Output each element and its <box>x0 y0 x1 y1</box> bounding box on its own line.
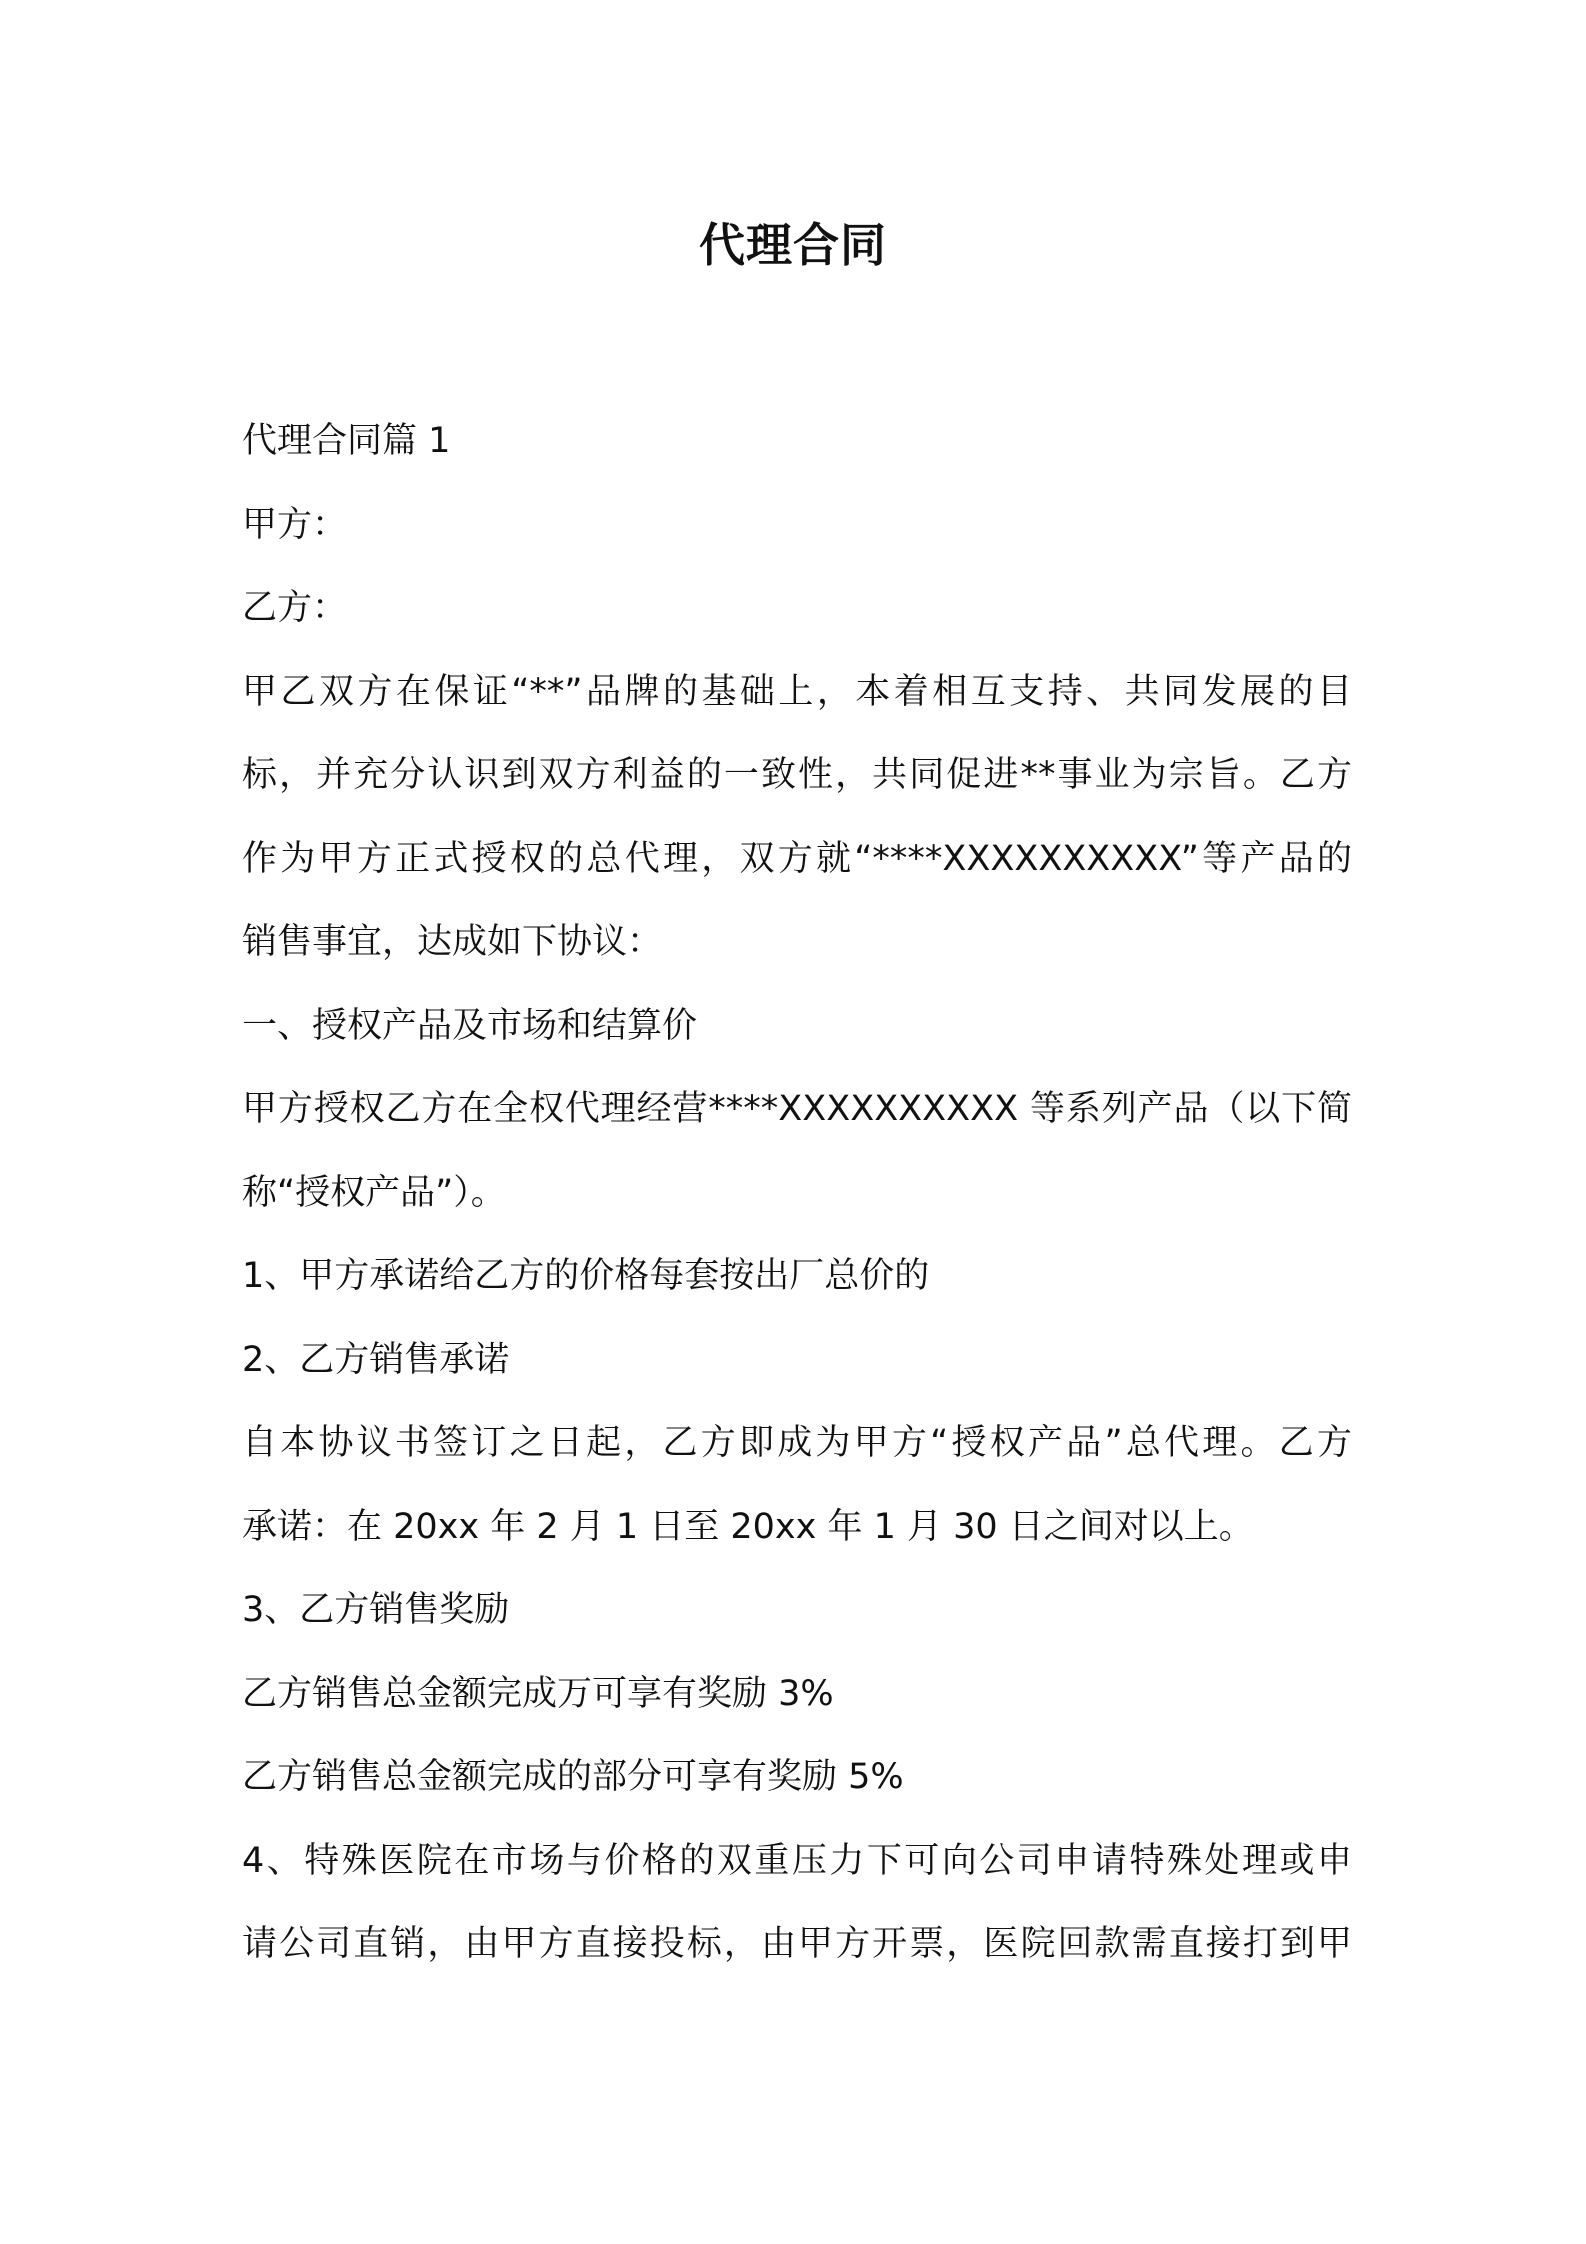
paragraph-line: 作为甲方正式授权的总代理，双方就“****XXXXXXXXXX”等产品的 <box>242 838 1352 879</box>
paragraph-line: 甲乙双方在保证“**”品牌的基础上，本着相互支持、共同发展的目 <box>242 671 1352 712</box>
paragraph-line: 自本协议书签订之日起，乙方即成为甲方“授权产品”总代理。乙方 <box>242 1423 1352 1463</box>
paragraph-line: 4、特殊医院在市场与价格的双重压力下可向公司申请特殊处理或申 <box>242 1840 1352 1881</box>
paragraph-line: 销售事宜，达成如下协议： <box>242 922 663 962</box>
paragraph-line: 称“授权产品”）。 <box>242 1172 506 1213</box>
section-heading: 代理合同篇 1 <box>242 421 451 461</box>
paragraph-line: 甲方授权乙方在全权代理经营****XXXXXXXXXX 等系列产品（以下简 <box>242 1089 1352 1129</box>
clause-item: 3、乙方销售奖励 <box>242 1590 510 1630</box>
clause-item: 1、甲方承诺给乙方的价格每套按出厂总价的 <box>242 1256 930 1296</box>
paragraph-line: 乙方销售总金额完成的部分可享有奖励 5% <box>242 1757 904 1797</box>
paragraph-line: 乙方销售总金额完成万可享有奖励 3% <box>242 1673 834 1714</box>
clause-item: 2、乙方销售承诺 <box>242 1339 510 1380</box>
paragraph-line: 标，并充分认识到双方利益的一致性，共同促进**事业为宗旨。乙方 <box>242 755 1352 795</box>
clause-heading: 一、授权产品及市场和结算价 <box>242 1005 698 1046</box>
party-a-label: 甲方： <box>242 504 348 545</box>
paragraph-line: 承诺：在 20xx 年 2 月 1 日至 20xx 年 1 月 30 日之间对以上。 <box>242 1506 1254 1547</box>
document-title: 代理合同 <box>699 218 887 272</box>
party-b-label: 乙方： <box>242 588 348 628</box>
paragraph-line: 请公司直销，由甲方直接投标，由甲方开票，医院回款需直接打到甲 <box>242 1924 1352 1964</box>
document-body <box>242 400 1352 1987</box>
